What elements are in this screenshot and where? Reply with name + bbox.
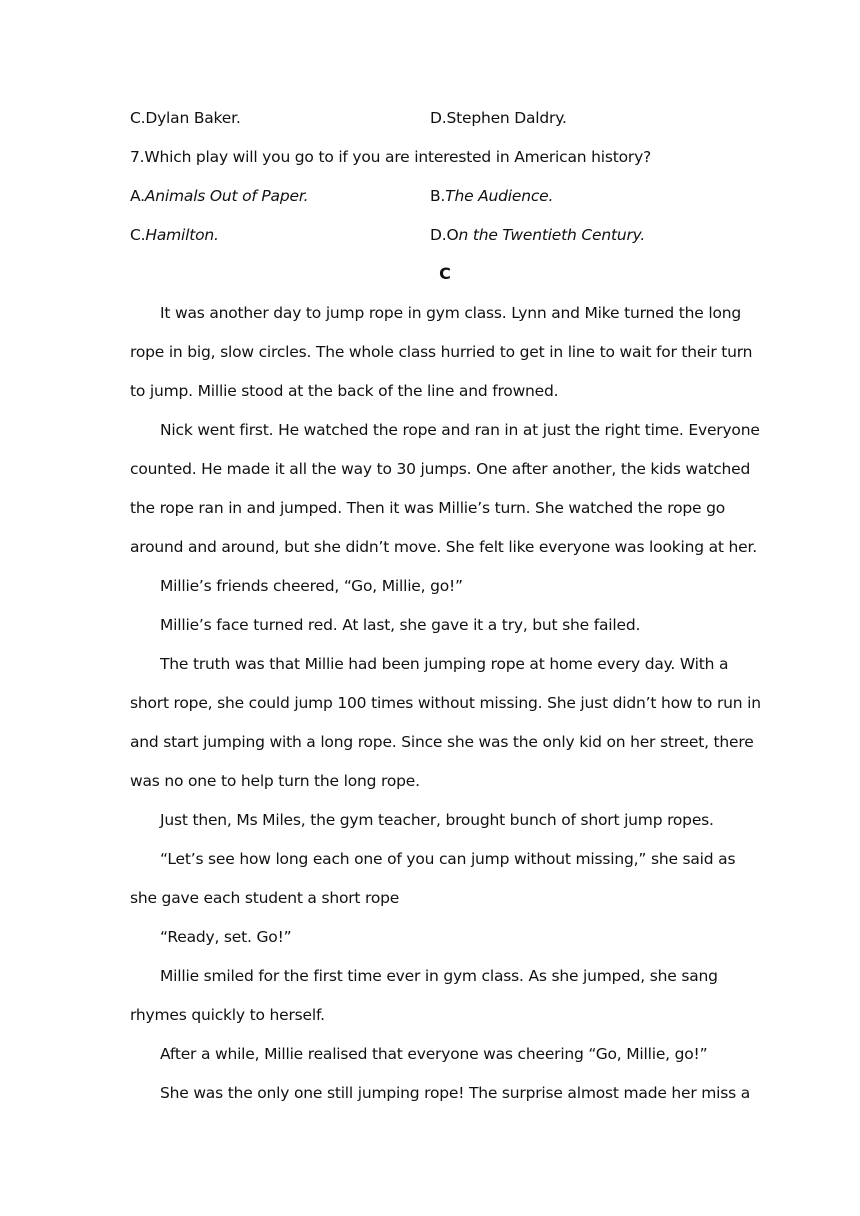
q7-option-b-text: The Audience. <box>445 187 554 205</box>
q7-option-d-text: n the Twentieth Century. <box>458 226 646 244</box>
q7-option-c-letter: C. <box>130 226 146 244</box>
q7-option-d-letter: D.O <box>430 226 459 244</box>
passage-line: The truth was that Millie had been jumping rope at home every day. With a <box>160 655 729 673</box>
passage-line: After a while, Millie realised that everyone was cheering “Go, Millie, go!” <box>160 1045 708 1063</box>
q7-option-d <box>430 225 645 245</box>
q6-option-d: D.Stephen Daldry. <box>430 109 567 127</box>
passage-line: rhymes quickly to herself. <box>130 1006 325 1024</box>
passage-line: Millie’s friends cheered, “Go, Millie, go!” <box>160 577 463 595</box>
passage-line: She was the only one still jumping rope! The surprise almost made her miss a <box>160 1084 751 1102</box>
passage-line: Just then, Ms Miles, the gym teacher, brought bunch of short jump ropes. <box>160 811 714 829</box>
passage-line: counted. He made it all the way to 30 jumps. One after another, the kids watched <box>130 460 751 478</box>
section-heading: C <box>439 264 451 283</box>
passage-line: Millie’s face turned red. At last, she gave it a try, but she failed. <box>160 616 641 634</box>
q7-question: 7.Which play will you go to if you are interested in American history? <box>130 148 652 166</box>
q7-option-c-text: Hamilton. <box>145 226 219 244</box>
passage-line: Millie smiled for the first time ever in gym class. As she jumped, she sang <box>160 967 718 985</box>
q7-option-b-letter: B. <box>430 187 446 205</box>
q7-option-a-letter: A. <box>130 187 145 205</box>
passage-line: to jump. Millie stood at the back of the line and frowned. <box>130 382 559 400</box>
q6-option-c: C.Dylan Baker. <box>130 109 241 127</box>
passage-line: short rope, she could jump 100 times without missing. She just didn’t how to run in <box>130 694 761 712</box>
passage-line: It was another day to jump rope in gym class. Lynn and Mike turned the long <box>160 304 742 322</box>
passage-line: the rope ran in and jumped. Then it was Millie’s turn. She watched the rope go <box>130 499 725 517</box>
passage-line: rope in big, slow circles. The whole class hurried to get in line to wait for their turn <box>130 343 753 361</box>
passage-line: around and around, but she didn’t move. She felt like everyone was looking at her. <box>130 538 757 556</box>
passage-line: Nick went first. He watched the rope and ran in at just the right time. Everyone <box>160 421 760 439</box>
q7-option-b <box>430 186 553 206</box>
passage-line: and start jumping with a long rope. Since she was the only kid on her street, there <box>130 733 754 751</box>
passage-line: “Let’s see how long each one of you can jump without missing,” she said as <box>160 850 736 868</box>
passage-line: “Ready, set. Go!” <box>160 928 292 946</box>
passage-line: she gave each student a short rope <box>130 889 400 907</box>
passage-line: was no one to help turn the long rope. <box>130 772 420 790</box>
q7-option-a-text: Animals Out of Paper. <box>144 187 309 205</box>
